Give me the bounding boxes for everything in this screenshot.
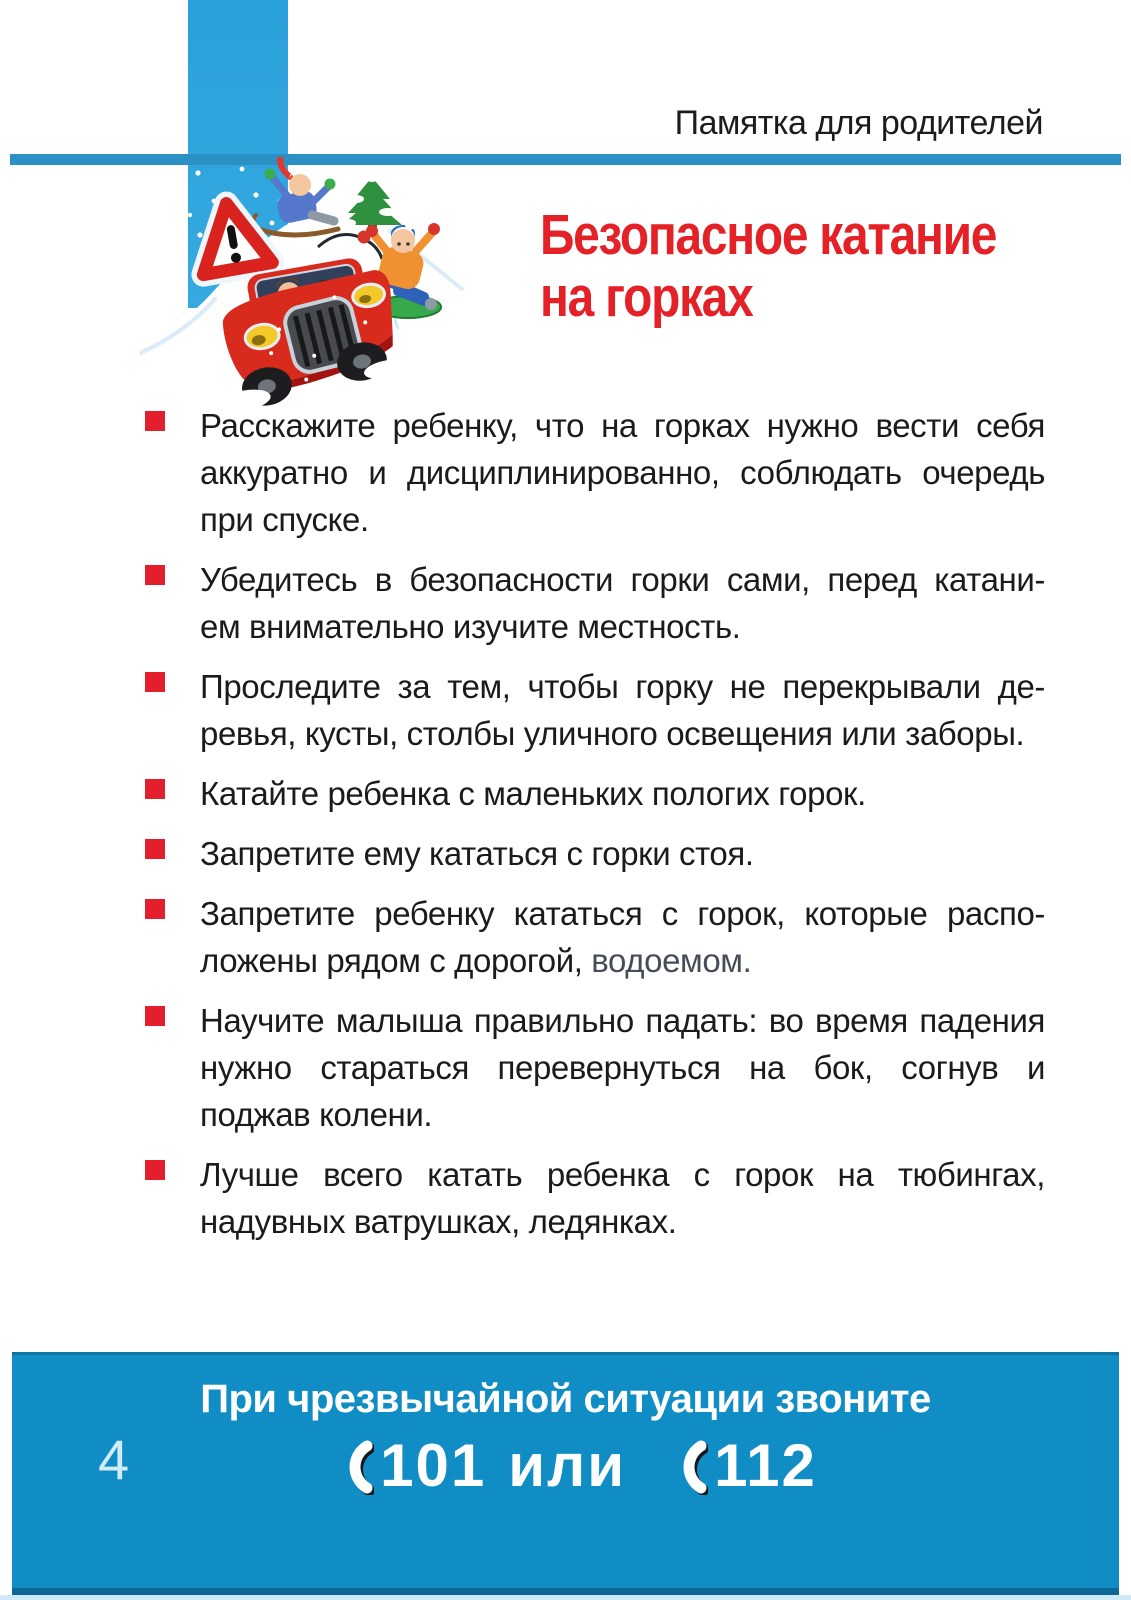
bullet-text	[200, 1151, 1045, 1245]
list-item	[145, 890, 1045, 984]
bullet-line: Убедитесь в безопасности горки сами, перед катани-	[200, 561, 1045, 598]
bullet-marker	[145, 899, 165, 919]
bullet-marker	[145, 565, 165, 585]
bullet-marker	[145, 779, 165, 799]
bullet-marker	[145, 672, 165, 692]
bullet-line: надувных ватрушках, ледянках.	[200, 1203, 677, 1240]
bullet-line: ревья, кусты, столбы уличного освещения или заборы.	[200, 715, 1025, 752]
bullet-line: Научите малыша правильно падать: во время падения	[200, 1002, 1045, 1039]
bullet-marker	[145, 1160, 165, 1180]
phone-separator: или	[508, 1432, 627, 1499]
emergency-heading: При чрезвычайной ситуации звоните	[200, 1377, 931, 1421]
bullet-line: ем внимательно изучите местность.	[200, 608, 741, 645]
bullet-text	[200, 556, 1045, 650]
header-label: Памятка для родителей	[674, 104, 1043, 142]
footer-dark-line	[12, 1588, 1119, 1595]
bullet-text	[200, 402, 1045, 543]
bullet-text	[200, 663, 1045, 757]
bullet-text	[200, 830, 1045, 877]
bullet-line: Катайте ребенка с маленьких пологих горок.	[200, 775, 866, 812]
bullet-text	[200, 997, 1045, 1138]
bullet-line: поджав колени.	[200, 1096, 433, 1133]
phone-handset-icon	[340, 1437, 374, 1495]
list-item	[145, 663, 1045, 757]
emergency-phones	[12, 1434, 1119, 1498]
bullet-line: Проследите за тем, чтобы горку не перекрывали де-	[200, 668, 1045, 705]
page-number: 4	[98, 1428, 130, 1491]
bullet-marker	[145, 1006, 165, 1026]
page-title-line2: на горках	[540, 265, 753, 329]
list-item	[145, 556, 1045, 650]
warning-triangle-icon	[192, 197, 272, 274]
bullet-line: аккуратно и дисциплинированно, соблюдать очередь	[200, 454, 1045, 491]
bullet-text	[200, 890, 1045, 984]
bullet-line: нужно стараться перевернуться на бок, согнув и	[200, 1049, 1045, 1086]
list-item	[145, 830, 1045, 877]
bullet-line: при спуске.	[200, 501, 369, 538]
phone-handset-icon	[674, 1437, 708, 1495]
winter-sledding-illustration	[140, 157, 500, 415]
list-item	[145, 997, 1045, 1138]
page-title-line1: Безопасное катание	[540, 203, 997, 267]
page-title	[540, 204, 996, 328]
bullet-line: Запретите ему кататься с горки стоя.	[200, 835, 754, 872]
bullet-line: Лучше всего катать ребенка с горок на тюбингах,	[200, 1156, 1045, 1193]
emergency-banner	[12, 1352, 1119, 1590]
bullet-marker	[145, 839, 165, 859]
bullet-line: ложены рядом с дорогой, водоемом.	[200, 942, 752, 979]
fir-tree-icon	[340, 174, 402, 227]
bullet-marker	[145, 411, 165, 431]
list-item	[145, 770, 1045, 817]
list-item	[145, 1151, 1045, 1245]
list-item	[145, 402, 1045, 543]
bullet-line: Запретите ребенку кататься с горок, которые распо-	[200, 895, 1045, 932]
phone-number-112: 112	[714, 1432, 817, 1499]
safety-list	[145, 402, 1045, 1258]
bullet-text	[200, 770, 1045, 817]
footer-pale-strip	[0, 1595, 1131, 1600]
bullet-line: Расскажите ребенку, что на горках нужно вести себя	[200, 407, 1045, 444]
phone-number-101: 101	[380, 1432, 487, 1499]
